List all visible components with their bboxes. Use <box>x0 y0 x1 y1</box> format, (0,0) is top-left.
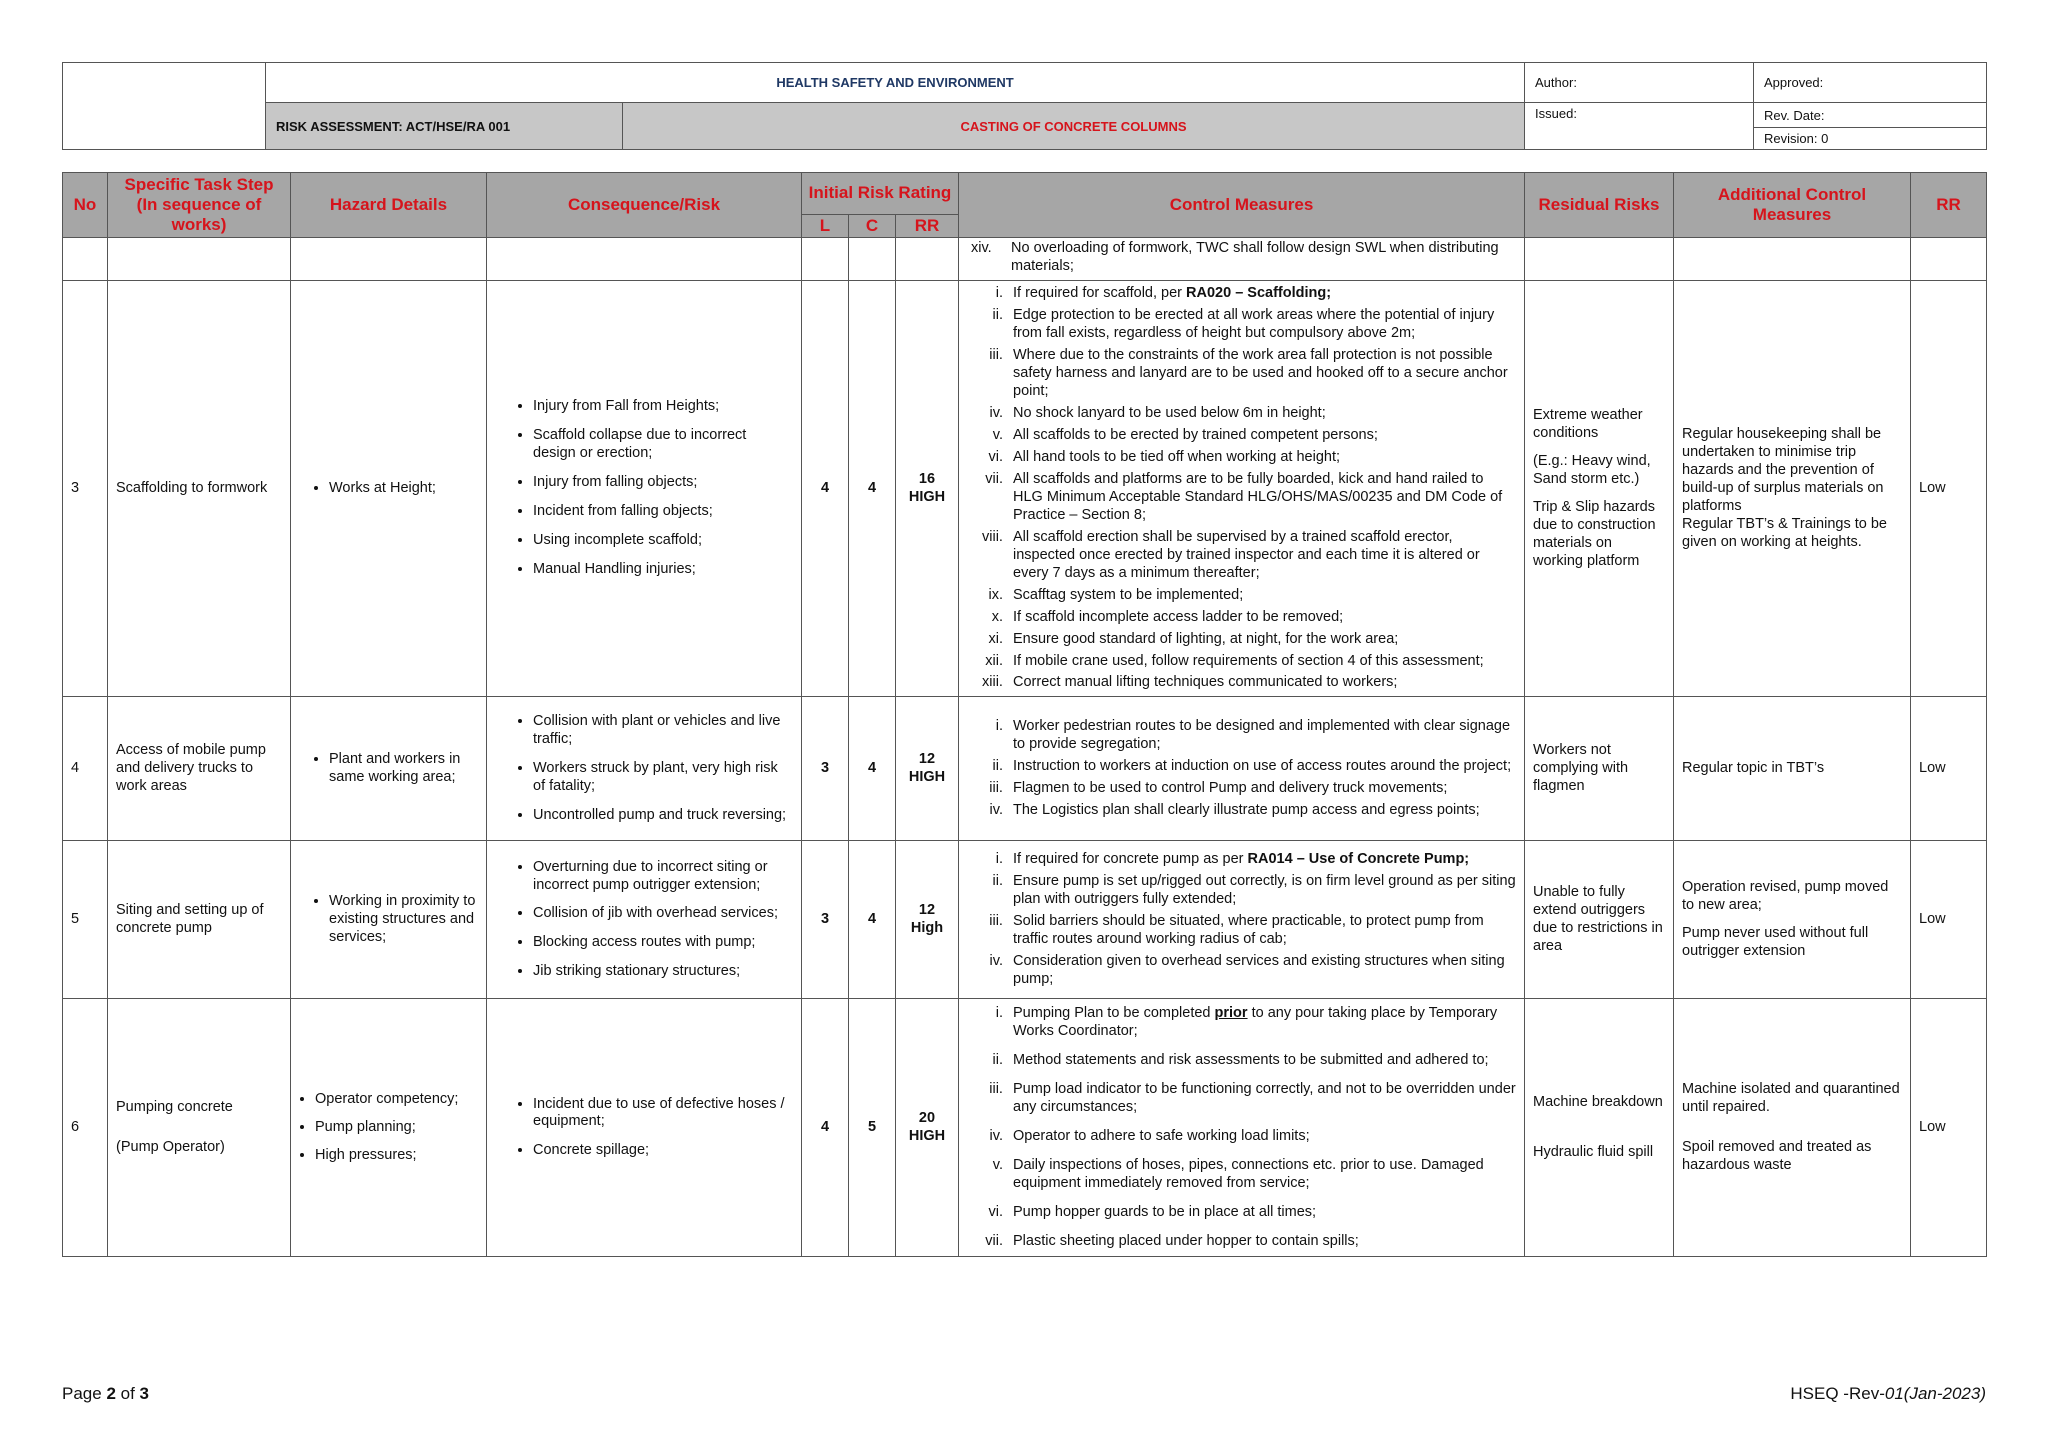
list-item: • Concrete spillage; <box>533 1142 793 1160</box>
control-item: v. Daily inspections of hoses, pipes, connections etc. prior to use. Damaged equipment immediately removed from service; <box>1007 1157 1516 1193</box>
list-item: • High pressures; <box>315 1147 478 1165</box>
row-number: 3 <box>63 281 108 697</box>
list-item: • Jib striking stationary structures; <box>533 963 793 981</box>
control-item: ii. Instruction to workers at induction on use of access routes around the project; <box>1007 758 1516 776</box>
task-step: Access of mobile pump and delivery trucks to work areas <box>108 697 291 841</box>
residual-rating: Low <box>1911 841 1987 999</box>
control-item: ii. Edge protection to be erected at all work areas where the potential of injury from fall exists, regardless of height but compulsory above 2m; <box>1007 307 1516 343</box>
list-item: • Operator competency; <box>315 1091 478 1109</box>
col-header-c: C <box>849 214 896 237</box>
list-item: • Plant and workers in same working area; <box>329 751 478 787</box>
col-header-consequence: Consequence/Risk <box>487 173 802 238</box>
col-header-additional: Additional Control Measures <box>1674 173 1911 238</box>
col-header-rr-final: RR <box>1911 173 1987 238</box>
control-measures-cell <box>959 281 1525 697</box>
list-item: • Injury from Fall from Heights; <box>533 398 793 416</box>
control-measures-cell <box>959 841 1525 999</box>
residual-risks: Machine breakdown Hydraulic fluid spill <box>1525 999 1674 1257</box>
likelihood-value: 4 <box>802 281 849 697</box>
list-item: • Uncontrolled pump and truck reversing; <box>533 807 793 825</box>
control-item: xi. Ensure good standard of lighting, at night, for the work area; <box>1007 631 1516 649</box>
issued-field: Issued: <box>1525 103 1754 150</box>
hazard-details <box>291 841 487 999</box>
control-item: iv. The Logistics plan shall clearly illustrate pump access and egress points; <box>1007 802 1516 820</box>
likelihood-value: 4 <box>802 999 849 1257</box>
control-item: iv. Consideration given to overhead services and existing structures when siting pump; <box>1007 953 1516 989</box>
author-field: Author: <box>1525 63 1754 103</box>
residual-rating: Low <box>1911 697 1987 841</box>
task-step: Pumping concrete (Pump Operator) <box>108 999 291 1257</box>
list-item: • Manual Handling injuries; <box>533 561 793 579</box>
additional-controls: Operation revised, pump moved to new area; Pump never used without full outrigger extension <box>1674 841 1911 999</box>
control-item: ix. Scafftag system to be implemented; <box>1007 587 1516 605</box>
control-item: iii. Pump load indicator to be functioning correctly, and not to be overridden under any circumstances; <box>1007 1081 1516 1117</box>
additional-controls: Regular topic in TBT’s <box>1674 697 1911 841</box>
col-header-no: No <box>63 173 108 238</box>
revision-field: Revision: 0 <box>1754 127 1987 149</box>
residual-rating: Low <box>1911 999 1987 1257</box>
list-item: • Collision with plant or vehicles and live traffic; <box>533 713 793 749</box>
control-item: ii. Ensure pump is set up/rigged out correctly, is on firm level ground as per siting plan with outriggers fully extended; <box>1007 873 1516 909</box>
logo-cell <box>63 63 266 150</box>
col-header-task: Specific Task Step (In sequence of works) <box>108 173 291 238</box>
list-item: • Working in proximity to existing structures and services; <box>329 893 478 947</box>
list-numeral: xiv. <box>971 240 992 257</box>
list-item: • Incident due to use of defective hoses / equipment; <box>533 1096 793 1132</box>
control-item: i. If required for scaffold, per RA020 – Scaffolding; <box>1007 285 1516 303</box>
consequence-value: 4 <box>849 841 896 999</box>
additional-controls: Machine isolated and quarantined until repaired. Spoil removed and treated as hazardous waste <box>1674 999 1911 1257</box>
page-number: Page 2 of 3 <box>62 1384 149 1403</box>
table-row <box>63 281 1987 697</box>
hazard-details <box>291 281 487 697</box>
control-item: iii. Solid barriers should be situated, where practicable, to protect pump from traffic routes around working radius of cab; <box>1007 913 1516 949</box>
task-step: Scaffolding to formwork <box>108 281 291 697</box>
col-header-initial-risk: Initial Risk Rating <box>802 173 959 215</box>
residual-risks: Extreme weather conditions (E.g.: Heavy wind, Sand storm etc.) Trip & Slip hazards due to construction materials on working platform <box>1525 281 1674 697</box>
control-item: vii. Plastic sheeting placed under hopper to contain spills; <box>1007 1233 1516 1251</box>
col-header-control: Control Measures <box>959 173 1525 238</box>
risk-rating-value: 12 High <box>896 841 959 999</box>
control-item: i. Worker pedestrian routes to be designed and implemented with clear signage to provide segregation; <box>1007 718 1516 754</box>
table-row <box>63 238 1987 281</box>
table-row <box>63 999 1987 1257</box>
control-item: vi. All hand tools to be tied off when working at height; <box>1007 449 1516 467</box>
document-revision-ref: HSEQ -Rev-01(Jan-2023) <box>1790 1384 1986 1403</box>
control-item: vii. All scaffolds and platforms are to be fully boarded, kick and hand railed to HLG Minimum Acceptable Standard HLG/OHS/MAS/00235 and DM Code of Practice – Section 8; <box>1007 471 1516 525</box>
residual-risks: Unable to fully extend outriggers due to restrictions in area <box>1525 841 1674 999</box>
consequence-value: 5 <box>849 999 896 1257</box>
control-item: iii. Where due to the constraints of the work area fall protection is not possible safety harness and lanyard are to be used and hooked off to a secure anchor point; <box>1007 347 1516 401</box>
control-item: iv. No shock lanyard to be used below 6m in height; <box>1007 405 1516 423</box>
list-item: • Workers struck by plant, very high risk of fatality; <box>533 760 793 796</box>
risk-rating-value: 12 HIGH <box>896 697 959 841</box>
list-item: • Blocking access routes with pump; <box>533 934 793 952</box>
row-number: 4 <box>63 697 108 841</box>
list-item: • Incident from falling objects; <box>533 503 793 521</box>
control-item: xiii. Correct manual lifting techniques communicated to workers; <box>1007 674 1516 692</box>
consequence-risk <box>487 281 802 697</box>
control-item: vi. Pump hopper guards to be in place at all times; <box>1007 1204 1516 1222</box>
risk-assessment-table <box>62 172 1987 1257</box>
section-title: HEALTH SAFETY AND ENVIRONMENT <box>266 63 1525 103</box>
likelihood-value: 3 <box>802 841 849 999</box>
list-item: • Using incomplete scaffold; <box>533 532 793 550</box>
risk-assessment-ref: RISK ASSESSMENT: ACT/HSE/RA 001 <box>266 103 623 150</box>
likelihood-value: 3 <box>802 697 849 841</box>
list-item: • Overturning due to incorrect siting or incorrect pump outrigger extension; <box>533 859 793 895</box>
document-title: CASTING OF CONCRETE COLUMNS <box>623 103 1525 150</box>
control-measures-cell <box>959 697 1525 841</box>
control-item: No overloading of formwork, TWC shall follow design SWL when distributing materials; <box>1011 240 1499 275</box>
residual-rating: Low <box>1911 281 1987 697</box>
risk-rating-value: 20 HIGH <box>896 999 959 1257</box>
list-item: • Collision of jib with overhead services; <box>533 905 793 923</box>
control-item: iii. Flagmen to be used to control Pump and delivery truck movements; <box>1007 780 1516 798</box>
control-item: i. If required for concrete pump as per RA014 – Use of Concrete Pump; <box>1007 851 1516 869</box>
control-item: i. Pumping Plan to be completed prior to any pour taking place by Temporary Works Coordinator; <box>1007 1005 1516 1041</box>
consequence-risk <box>487 841 802 999</box>
control-item: x. If scaffold incomplete access ladder to be removed; <box>1007 609 1516 627</box>
task-step: Siting and setting up of concrete pump <box>108 841 291 999</box>
list-item: • Scaffold collapse due to incorrect design or erection; <box>533 427 793 463</box>
document-header <box>62 62 1987 150</box>
row-number: 5 <box>63 841 108 999</box>
list-item: • Works at Height; <box>329 480 478 498</box>
col-header-residual: Residual Risks <box>1525 173 1674 238</box>
control-item: v. All scaffolds to be erected by trained competent persons; <box>1007 427 1516 445</box>
risk-rating-value: 16 HIGH <box>896 281 959 697</box>
col-header-l: L <box>802 214 849 237</box>
consequence-risk <box>487 999 802 1257</box>
additional-controls: Regular housekeeping shall be undertaken to minimise trip hazards and the prevention of build-up of surplus materials on platforms Regular TBT’s & Trainings to be given on working at heights. <box>1674 281 1911 697</box>
control-measures-cell <box>959 999 1525 1257</box>
hazard-details <box>291 999 487 1257</box>
control-item: xii. If mobile crane used, follow requirements of section 4 of this assessment; <box>1007 653 1516 671</box>
rev-date-field: Rev. Date: <box>1754 103 1987 127</box>
control-item: ii. Method statements and risk assessments to be submitted and adhered to; <box>1007 1052 1516 1070</box>
control-item: iv. Operator to adhere to safe working load limits; <box>1007 1128 1516 1146</box>
approved-field: Approved: <box>1754 63 1987 103</box>
table-row <box>63 841 1987 999</box>
control-item: viii. All scaffold erection shall be supervised by a trained scaffold erector, inspected once erected by trained inspector and each time it is altered or every 7 days as a minimum thereafter; <box>1007 529 1516 583</box>
residual-risks: Workers not complying with flagmen <box>1525 697 1674 841</box>
consequence-risk <box>487 697 802 841</box>
list-item: • Pump planning; <box>315 1119 478 1137</box>
list-item: • Injury from falling objects; <box>533 474 793 492</box>
consequence-value: 4 <box>849 281 896 697</box>
col-header-rr: RR <box>896 214 959 237</box>
row-number: 6 <box>63 999 108 1257</box>
table-row <box>63 697 1987 841</box>
col-header-hazard: Hazard Details <box>291 173 487 238</box>
control-measures-cell <box>959 238 1525 281</box>
consequence-value: 4 <box>849 697 896 841</box>
hazard-details <box>291 697 487 841</box>
